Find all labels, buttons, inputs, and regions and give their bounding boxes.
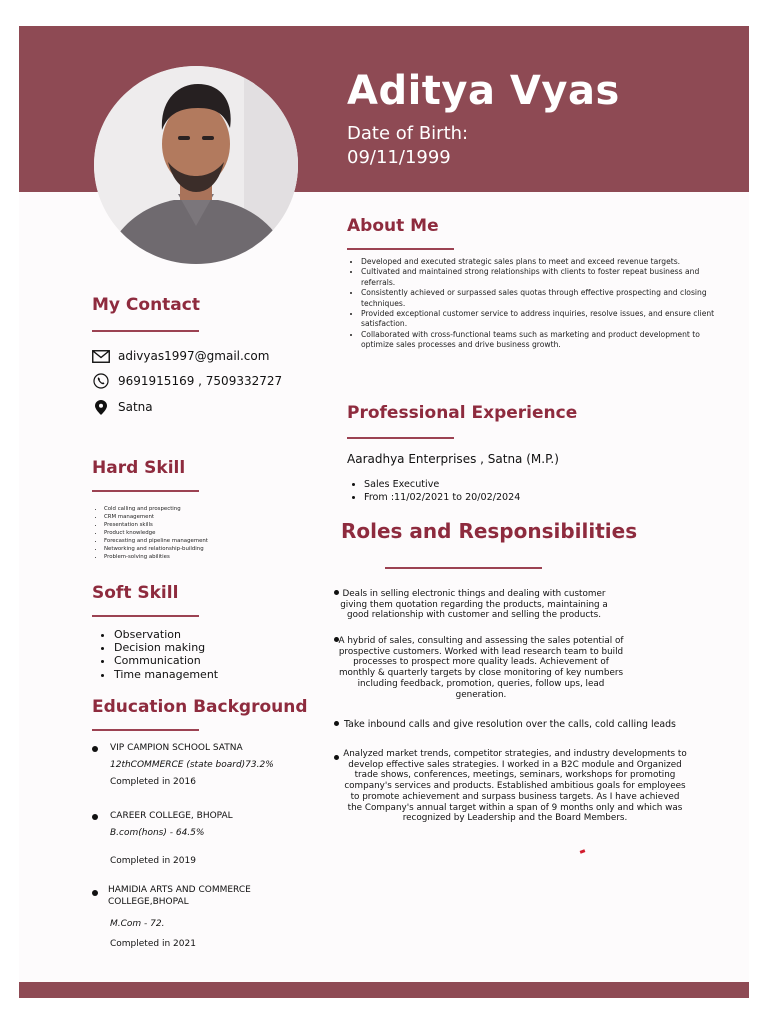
- company-name: Aaradhya Enterprises , Satna (M.P.): [347, 452, 559, 466]
- soft-skill-item: • Communication: [114, 654, 218, 667]
- about-title: About Me: [347, 216, 439, 236]
- bullet: [92, 814, 98, 820]
- hard-skill-list: [92, 505, 208, 561]
- soft-skill-item: • Decision making: [114, 641, 218, 654]
- soft-skill-title: Soft Skill: [92, 583, 179, 603]
- edu-school: COLLEGE,BHOPAL: [108, 897, 189, 907]
- role-item: Analyzed market trends, competitor strategies, and industry developments to develop effective sales strategies. I worked in a B2C module and Organized trade shows, conferences, meetings, seminars, workshops for promoting company's services and products. Established ambitious goals for employees to promote achievement and surpass business targets. As I have achieved the Company's annual target within a span of 9 months only and which was recognized by Leadership and the Board Members.: [343, 749, 687, 824]
- edu-detail: B.com(hons) - 64.5%: [110, 828, 205, 838]
- about-item: • Provided exceptional customer service to address inquiries, resolve issues, and ensure client satisfaction.: [361, 309, 723, 330]
- about-item: • Collaborated with cross-functional teams such as marketing and product development to optimize sales processes and drive business growth.: [361, 330, 723, 351]
- hard-skill-item: • Networking and relationship-building: [104, 545, 208, 553]
- soft-skill-item: • Observation: [114, 628, 218, 641]
- about-item: • Cultivated and maintained strong relationships with clients to foster repeat business and referrals.: [361, 267, 723, 288]
- about-item: • Developed and executed strategic sales plans to meet and exceed revenue targets.: [361, 257, 723, 267]
- role-item: Deals in selling electronic things and dealing with customer giving them quotation regarding the products, maintaining a good relationship with customer and selling the products.: [340, 589, 608, 621]
- role-item: A hybrid of sales, consulting and assessing the sales potential of prospective customers. Worked with lead research team to build processes to prospect more quality leads. Achievement of monthly & quarterly targets by close monitoring of key numbers including feedback, promotion, queries, follow ups, lead generation.: [338, 636, 624, 700]
- bullet: [92, 890, 98, 896]
- role-item: Take inbound calls and give resolution over the calls, cold calling leads: [344, 719, 676, 730]
- location-pin-icon: [92, 399, 110, 415]
- edu-completed: Completed in 2021: [110, 939, 196, 949]
- dob-value: 09/11/1999: [347, 147, 451, 168]
- edu-school: HAMIDIA ARTS AND COMMERCE: [108, 885, 251, 895]
- dob-label: Date of Birth:: [347, 123, 469, 144]
- about-item: • Consistently achieved or surpassed sales quotas through effective prospecting and closing techniques.: [361, 288, 723, 309]
- phone-icon: [92, 373, 110, 389]
- footer-band: [19, 982, 749, 998]
- contact-email-row: [92, 348, 269, 364]
- hard-skill-item: • CRM management: [104, 513, 208, 521]
- profile-photo: [94, 66, 298, 264]
- soft-skill-divider: [92, 615, 199, 617]
- experience-title: Professional Experience: [347, 403, 578, 423]
- contact-phone-row: [92, 373, 282, 389]
- hard-skill-title: Hard Skill: [92, 458, 186, 478]
- hard-skill-item: • Product knowledge: [104, 529, 208, 537]
- contact-divider: [92, 330, 199, 332]
- contact-phone[interactable]: 9691915169 , 7509332727: [118, 374, 283, 388]
- edu-detail: 12thCOMMERCE (state board)73.2%: [110, 760, 274, 770]
- about-list: [347, 257, 723, 351]
- experience-item: • Sales Executive: [364, 479, 520, 492]
- edu-school: VIP CAMPION SCHOOL SATNA: [110, 743, 243, 753]
- bullet: [334, 721, 339, 726]
- experience-list: [350, 479, 520, 504]
- hard-skill-item: • Problem-solving abilities: [104, 553, 208, 561]
- edu-completed: Completed in 2016: [110, 777, 196, 787]
- edu-completed: Completed in 2019: [110, 856, 196, 866]
- soft-skill-list: [100, 628, 218, 681]
- candidate-name: Aditya Vyas: [347, 68, 620, 114]
- education-divider: [92, 729, 199, 731]
- bullet: [92, 746, 98, 752]
- bullet: [334, 755, 339, 760]
- soft-skill-item: • Time management: [114, 668, 218, 681]
- mail-icon: [92, 348, 110, 364]
- hard-skill-item: • Forecasting and pipeline management: [104, 537, 208, 545]
- edu-detail: M.Com - 72.: [110, 919, 165, 929]
- hard-skill-divider: [92, 490, 199, 492]
- contact-email[interactable]: adivyas1997@gmail.com: [118, 349, 270, 363]
- roles-title: Roles and Responsibilities: [341, 519, 638, 543]
- contact-title: My Contact: [92, 295, 200, 315]
- education-title: Education Background: [92, 697, 308, 717]
- hard-skill-item: • Presentation skills: [104, 521, 208, 529]
- contact-location-row: [92, 399, 153, 415]
- contact-location: Satna: [118, 400, 153, 414]
- hard-skill-item: • Cold calling and prospecting: [104, 505, 208, 513]
- experience-item: • From :11/02/2021 to 20/02/2024: [364, 492, 520, 505]
- edu-school: CAREER COLLEGE, BHOPAL: [110, 811, 233, 821]
- roles-divider: [385, 567, 542, 569]
- experience-divider: [347, 437, 454, 439]
- about-divider: [347, 248, 454, 250]
